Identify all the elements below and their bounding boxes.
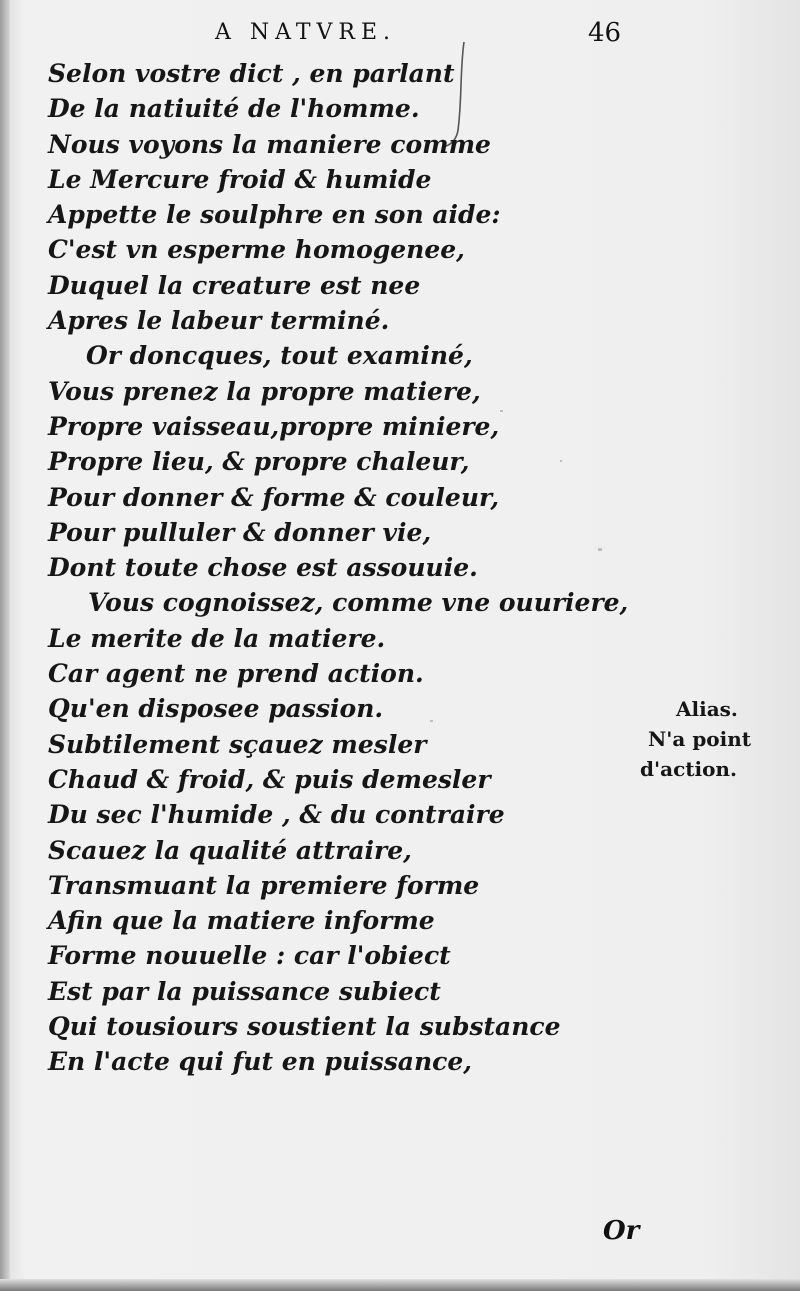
verse-line: Pour donner & forme & couleur, [48, 482, 500, 512]
verse-line: Car agent ne prend action. [48, 659, 424, 689]
margin-note-line: d'action. [640, 757, 737, 781]
verse-line: De la natiuité de l'homme. [48, 94, 420, 124]
verse-line: Appette le soulphre en son aide: [48, 200, 501, 230]
verse-line: Scauez la qualité attraire, [48, 835, 412, 865]
verse-line: Le merite de la matiere. [48, 623, 386, 653]
verse-line: Le Mercure froid & humide [48, 164, 432, 194]
verse-line: Apres le labeur terminé. [48, 306, 390, 336]
verse-line: Est par la puissance subiect [48, 976, 441, 1006]
verse-line: Nous voyons la maniere comme [48, 129, 491, 159]
page-bottom-edge [0, 1279, 800, 1291]
verse-line: Duquel la creature est nee [48, 270, 421, 300]
verse-line: Subtilement sçauez mesler [48, 729, 427, 759]
verse-line: Propre vaisseau,propre miniere, [48, 411, 500, 441]
catchword: Or [603, 1216, 640, 1246]
verse-line: C'est vn esperme homogenee, [48, 235, 465, 265]
page-gutter-shadow [0, 0, 10, 1291]
margin-note-line: Alias. [676, 697, 738, 721]
verse-line: Vous cognoissez, comme vne ouuriere, [88, 588, 629, 618]
verse-line: Pour pulluler & donner vie, [48, 517, 432, 547]
verse-line: Propre lieu, & propre chaleur, [48, 447, 470, 477]
verse-line: Vous prenez la propre matiere, [48, 376, 481, 406]
margin-note [636, 694, 786, 784]
verse-line: Selon vostre dict , en parlant [48, 59, 455, 88]
verse-line: Qui tousiours soustient la substance [48, 1012, 561, 1042]
verse-line: Afin que la matiere informe [48, 906, 435, 936]
verse-line: En l'acte qui fut en puissance, [48, 1047, 472, 1077]
verse-line: Transmuant la premiere forme [48, 870, 480, 900]
verse-line: Qu'en disposee passion. [48, 694, 384, 724]
verse-line: Dont toute chose est assouuie. [48, 553, 478, 583]
running-head: A NATVRE. [215, 20, 396, 45]
verse-line: Du sec l'humide , & du contraire [48, 800, 505, 830]
verse-text [48, 56, 628, 1080]
page-number: 46 [588, 18, 622, 48]
verse-line: Or doncques, tout examiné, [86, 341, 473, 371]
margin-note-line: N'a point [648, 727, 752, 751]
verse-line: Chaud & froid, & puis demesler [48, 764, 491, 794]
verse-line: Forme nouuelle : car l'obiect [48, 941, 451, 971]
